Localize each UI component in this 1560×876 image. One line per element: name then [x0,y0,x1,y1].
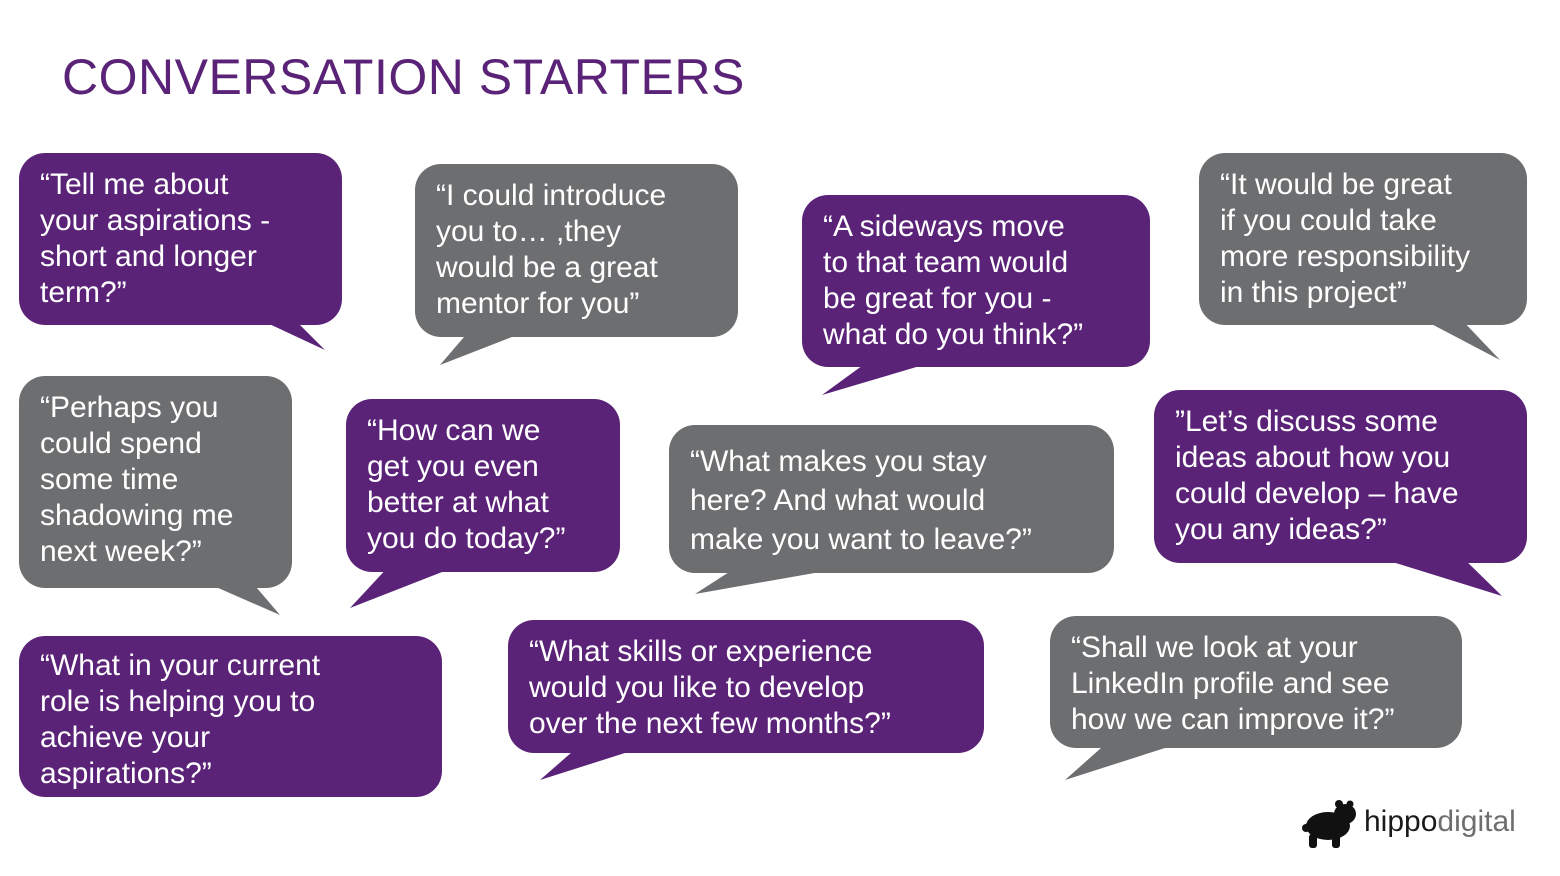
bubble-text: “Tell me about your aspirations - short and longer term?” [40,168,271,309]
bubble-text: “How can we get you even better at what you do today?” [367,414,566,555]
bubble-linkedin [1050,616,1462,748]
bubble-text: “A sideways move to that team would be great for you - what do you think?” [823,210,1084,351]
bubble-text: “It would be great if you could take more responsibility in this project” [1220,168,1471,309]
bubble-text: ”Let’s discuss some ideas about how you could develop – have you any ideas?” [1175,405,1459,546]
bubble-text: “What skills or experience would you like to develop over the next few months?” [529,635,891,740]
bubble-aspirations [19,153,342,325]
bubble-more-responsibility [1199,153,1527,325]
bubble-stay-or-leave [669,425,1114,573]
bubble-text: “I could introduce you to… ,they would be a great mentor for you” [436,179,667,320]
hippo-icon [1298,800,1358,850]
brand-wordmark-digital: digital [1437,805,1516,838]
bubble-introduce-mentor [415,164,738,337]
bubble-text: “What in your current role is helping you to achieve your aspirations?” [40,649,321,790]
bubble-get-better [346,399,620,572]
bubble-current-role [19,636,442,797]
bubble-text: “Shall we look at your LinkedIn profile and see how we can improve it?” [1071,631,1395,736]
brand-wordmark [1364,805,1516,839]
brand-wordmark-hippo: hippo [1364,805,1438,838]
bubble-skills-experience [508,620,984,753]
bubble-text: “What makes you stay here? And what would make you want to leave?” [690,445,1032,556]
bubble-text: “Perhaps you could spend some time shadowing me next week?” [40,391,234,568]
bubble-shadowing [19,376,292,588]
page-title: CONVERSATION STARTERS [62,49,745,105]
bubble-develop-ideas [1154,390,1527,563]
bubble-sideways-move [802,195,1150,367]
